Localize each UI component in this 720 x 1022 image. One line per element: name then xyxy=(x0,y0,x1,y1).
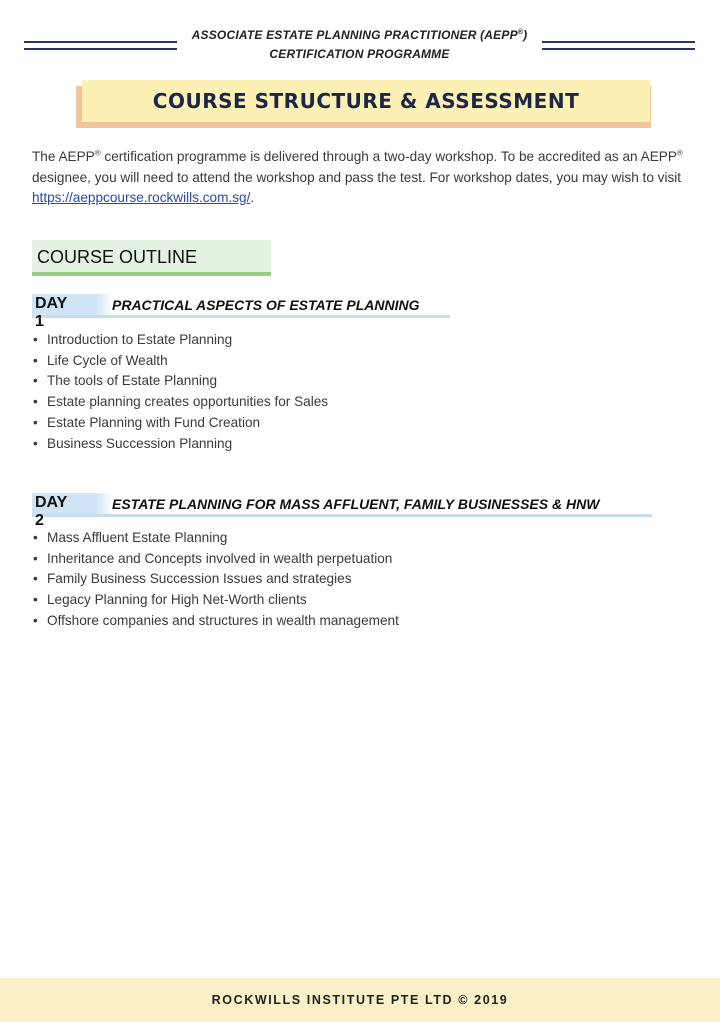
day-1-label: DAY 1 xyxy=(35,295,68,330)
header-rule-right xyxy=(542,41,695,50)
list-item: • Inheritance and Concepts involved in wealth perpetuation xyxy=(32,549,399,570)
intro-text-4: . xyxy=(250,190,255,205)
day-2-title: ESTATE PLANNING FOR MASS AFFLUENT, FAMILY BUSINESSES & HNW xyxy=(112,496,600,512)
list-item: • Life Cycle of Wealth xyxy=(32,351,328,372)
page-footer xyxy=(0,978,720,1022)
day-1-topic-list xyxy=(32,330,328,454)
list-item: • Family Business Succession Issues and strategies xyxy=(32,569,399,590)
course-outline-title: COURSE OUTLINE xyxy=(37,247,198,267)
day-2-label: DAY 2 xyxy=(35,494,68,529)
header-line-1 xyxy=(177,26,542,45)
list-item: • Mass Affluent Estate Planning xyxy=(32,528,399,549)
registered-mark: ® xyxy=(517,29,524,36)
intro-registered-mark-1: ® xyxy=(94,148,101,158)
intro-registered-mark-2: ® xyxy=(676,148,683,158)
day-1-title: PRACTICAL ASPECTS OF ESTATE PLANNING xyxy=(112,297,420,313)
document-header xyxy=(0,22,720,66)
list-item: • Offshore companies and structures in wealth management xyxy=(32,611,399,632)
day-1-underline xyxy=(32,315,450,318)
day-2-topic-list xyxy=(32,528,399,632)
course-outline-heading xyxy=(32,240,271,276)
intro-paragraph xyxy=(32,147,692,209)
section-banner xyxy=(82,80,650,122)
header-rule-left xyxy=(24,41,177,50)
intro-text-2: certification programme is delivered through a two-day workshop. To be accredited as an AEPP xyxy=(100,149,677,164)
header-line-1-close: ) xyxy=(523,28,528,42)
header-line-1-text: ASSOCIATE ESTATE PLANNING PRACTITIONER (AEPP xyxy=(191,28,518,42)
intro-text-1: The AEPP xyxy=(32,149,95,164)
list-item: • Estate Planning with Fund Creation xyxy=(32,413,328,434)
intro-text-3: designee, you will need to attend the workshop and pass the test. For workshop dates, you may wish to visit xyxy=(32,169,682,185)
day-2-underline xyxy=(32,514,652,517)
header-line-2: CERTIFICATION PROGRAMME xyxy=(269,47,450,61)
list-item: • Introduction to Estate Planning xyxy=(32,330,328,351)
workshop-link[interactable]: https://aeppcourse.rockwills.com.sg/ xyxy=(32,190,251,205)
list-item: • The tools of Estate Planning xyxy=(32,371,328,392)
footer-copyright: ROCKWILLS INSTITUTE PTE LTD © 2019 xyxy=(211,993,509,1007)
list-item: • Legacy Planning for High Net-Worth clients xyxy=(32,590,399,611)
banner-title: COURSE STRUCTURE & ASSESSMENT xyxy=(152,89,580,113)
list-item: • Business Succession Planning xyxy=(32,434,328,455)
header-title xyxy=(177,26,542,64)
list-item: • Estate planning creates opportunities for Sales xyxy=(32,392,328,413)
